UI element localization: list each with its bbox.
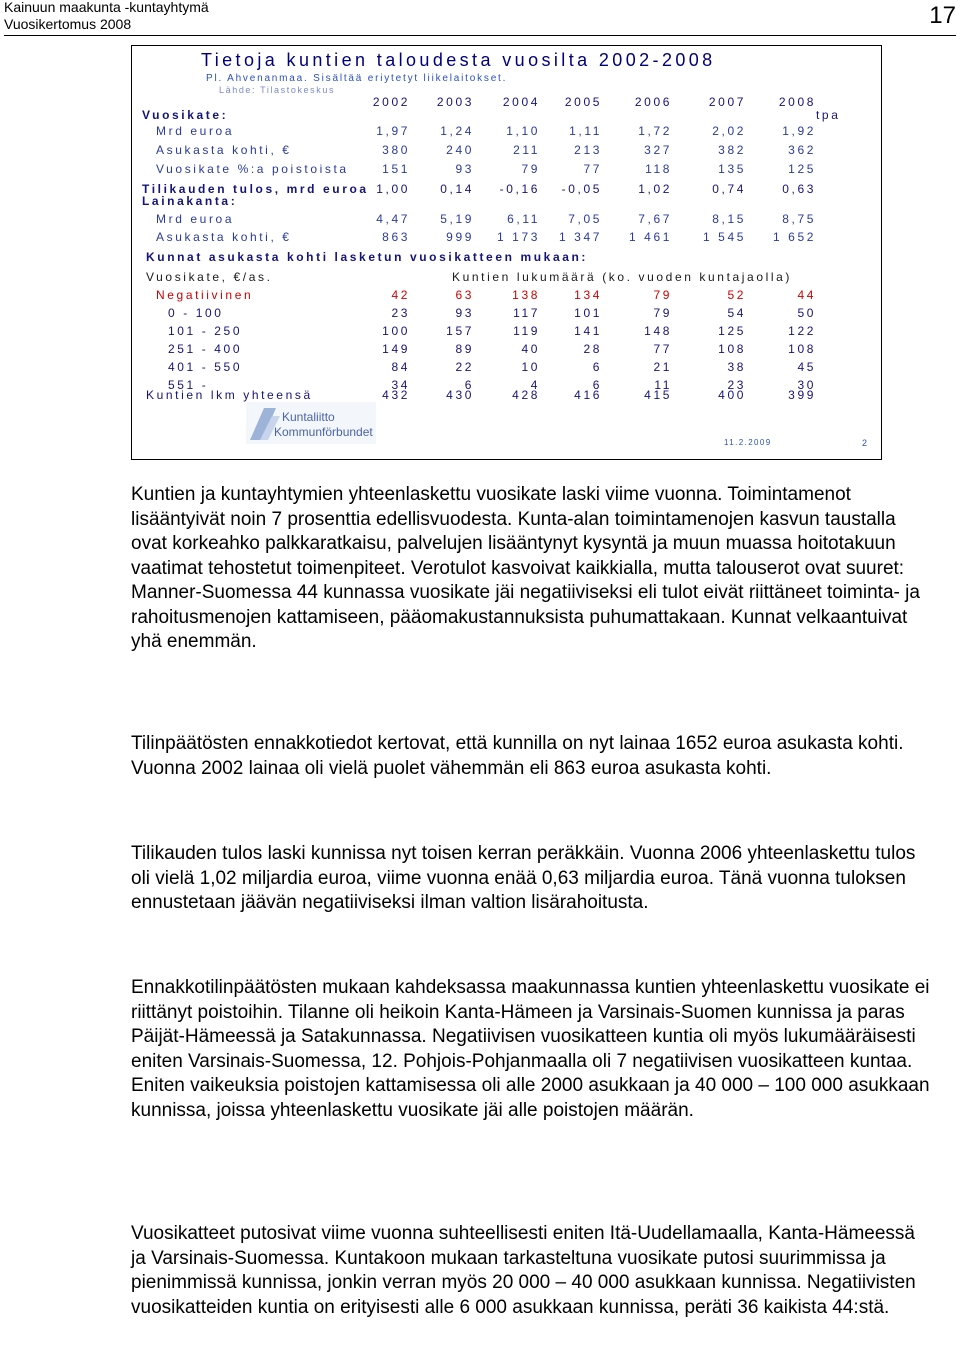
table-cell: 141: [574, 324, 602, 338]
statistics-slide: [131, 45, 882, 460]
paragraph-4: Ennakkotilinpäätösten mukaan kahdeksassa maakunnassa kuntien yhteenlaskettu vuosikate ei riittänyt poistoihin. Tilanne oli heikoin Kanta-Hämeen ja Varsinais-Suomen kunnissa ja paras Päijät-Hämeessä ja Satakunnassa. Negatiivisen vuosikatteen kuntia oli myös lukumääräisesti eniten Varsinais-Suomessa, 12. Pohjois-Pohjanmaalla oli 7 negatiivisen vuosikatteen kuntaa. Eniten vaikeuksia poistojen kattamisessa oli alle 2000 asukkaan ja 40 000 – 100 000 asukkaan kunnissa, joissa yhteenlaskettu vuosikate jäi alle poistojen määrän.: [131, 977, 930, 1121]
table-cell: 79: [653, 306, 672, 320]
header-org: Kainuun maakunta -kuntayhtymä: [4, 0, 209, 15]
table-cell: 38: [727, 360, 746, 374]
table-cell: 1,11: [569, 124, 602, 138]
table-cell: 22: [455, 360, 474, 374]
table-cell: 89: [455, 342, 474, 356]
table-cell: 400: [718, 388, 746, 402]
logo-text-1: Kuntaliitto: [282, 410, 335, 424]
row-range: [132, 342, 881, 360]
table-cell: 1,72: [638, 124, 672, 138]
slide-date: 11.2.2009: [724, 438, 772, 447]
table-cell: 432: [382, 388, 410, 402]
row-label: Negatiivinen: [156, 288, 254, 302]
table-cell: 428: [512, 388, 540, 402]
table-cell: 2002: [372, 95, 410, 109]
table-cell: 213: [574, 143, 602, 157]
table-cell: 101: [574, 306, 602, 320]
row-label: Asukasta kohti, €: [156, 230, 292, 244]
row-range: [132, 324, 881, 342]
table-cell: 118: [645, 162, 672, 176]
table-cell: 240: [446, 143, 474, 157]
table-cell: 79: [653, 288, 672, 302]
row-range: [132, 360, 881, 378]
table-cell: 108: [718, 342, 746, 356]
table-cell: 1 347: [558, 230, 602, 244]
row-label: Mrd euroa: [156, 212, 235, 226]
table-cell: 6,11: [507, 212, 540, 226]
table-cell: 6: [592, 360, 602, 374]
table-cell: -0,05: [561, 182, 602, 196]
paragraph-2: Tilinpäätösten ennakkotiedot kertovat, että kunnilla on nyt lainaa 1652 euroa asukasta kohti. Vuonna 2002 lainaa oli vielä puolet vähemmän eli 863 euroa asukasta kohti.: [131, 733, 904, 779]
table-cell: 2,02: [712, 124, 746, 138]
table-cell: 50: [797, 306, 816, 320]
row-label: Kuntien lkm yhteensä: [146, 388, 313, 402]
row-label: Tilikauden tulos, mrd euroa: [142, 182, 369, 196]
row-label: 251 - 400: [168, 342, 243, 356]
table-cell: 44: [797, 288, 816, 302]
table-cell: 399: [788, 388, 816, 402]
row-label: Kunnat asukasta kohti lasketun vuosikatteen mukaan:: [146, 250, 589, 264]
table-cell: 52: [727, 288, 746, 302]
table-cell: 1,24: [440, 124, 474, 138]
header-doc-title: Vuosikertomus 2008: [4, 16, 132, 32]
table-cell: 151: [382, 162, 410, 176]
table-cell: 999: [446, 230, 474, 244]
table-cell: 0,74: [712, 182, 746, 196]
row-asukasta-kohti: [132, 143, 881, 161]
table-cell: 5,19: [440, 212, 474, 226]
table-cell: 2003: [436, 95, 474, 109]
table-cell: 1,02: [638, 182, 672, 196]
table-cell: 4,47: [376, 212, 410, 226]
section-vuosikate: Vuosikate:: [142, 108, 229, 122]
table-cell: 8,75: [782, 212, 816, 226]
table-cell: 1 173: [496, 230, 540, 244]
table-cell: 34: [391, 378, 410, 392]
paragraph-3: Tilikauden tulos laski kunnissa nyt toisen kerran peräkkäin. Vuonna 2006 yhteenlaskettu tulos oli vielä 1,02 miljardia euroa, viime vuonna enää 0,63 miljardia euroa. Tänä vuonna tuloksen ennustetaan jäävän negatiiviseksi ilman valtion lisärahoitusta.: [131, 843, 916, 913]
kuntaliitto-logo: [246, 402, 376, 444]
table-cell: 4: [530, 378, 540, 392]
table-cell: 8,15: [712, 212, 746, 226]
row-mrd-euroa: [132, 124, 881, 142]
table-cell: 211: [513, 143, 540, 157]
table-cell: 28: [583, 342, 602, 356]
table-cell: 93: [455, 162, 474, 176]
table-cell: 430: [446, 388, 474, 402]
table-cell: 77: [653, 342, 672, 356]
table-cell: 2008: [778, 95, 816, 109]
table-cell: 119: [513, 324, 540, 338]
table-cell: 380: [382, 143, 410, 157]
table-cell: 1 545: [702, 230, 746, 244]
table-cell: 100: [382, 324, 410, 338]
logo-text-2: Kommunförbundet: [274, 425, 373, 439]
table-cell: 2007: [708, 95, 746, 109]
table-cell: 1 652: [772, 230, 816, 244]
table-cell: 40: [521, 342, 540, 356]
table-cell: 415: [644, 388, 672, 402]
table-cell: 93: [455, 306, 474, 320]
table-cell: 2005: [564, 95, 602, 109]
table-cell: 108: [788, 342, 816, 356]
paragraph-5: Vuosikatteet putosivat viime vuonna suhteellisesti eniten Itä-Uudellamaalla, Kanta-Hämeessä ja Varsinais-Suomessa. Kuntakoon mukaan tarkasteltuna vuosikate putosi suurimmissa ja pienimmissä kunnissa, jonkin verran myös 20 000 – 40 000 asukkaan kunnissa. Negatiivisten vuosikatteiden kuntia on erityisesti alle 6 000 asukkaan kunnissa, peräti 36 kaikista 44:stä.: [131, 1223, 916, 1318]
table-cell: 1,97: [376, 124, 410, 138]
table-cell: 21: [653, 360, 672, 374]
table-cell: 416: [574, 388, 602, 402]
table-cell: 125: [788, 162, 816, 176]
row-label: 0 - 100: [168, 306, 224, 320]
table-cell: 117: [513, 306, 540, 320]
table-cell: 125: [718, 324, 746, 338]
column-header-right: Kuntien lukumäärä (ko. vuoden kuntajaolla): [452, 270, 793, 284]
tpa-note: tpa: [816, 108, 841, 122]
table-cell: 23: [391, 306, 410, 320]
row-label: Lainakanta:: [142, 194, 238, 208]
table-cell: 6: [464, 378, 474, 392]
slide-number: 2: [862, 438, 868, 448]
section-lainakanta: [132, 194, 881, 212]
row-laina-mrd: [132, 212, 881, 230]
row-label: 551 -: [168, 378, 209, 392]
table-cell: 327: [644, 143, 672, 157]
row-negatiivinen: [132, 288, 881, 306]
table-cell: 1 461: [628, 230, 672, 244]
slide-subtitle: Pl. Ahvenanmaa. Sisältää eriytetyt liikelaitokset.: [206, 73, 508, 84]
table-cell: 382: [718, 143, 746, 157]
table-cell: 135: [718, 162, 746, 176]
table-cell: 7,05: [568, 212, 602, 226]
table-cell: 1,00: [376, 182, 410, 196]
table-cell: 0,63: [782, 182, 816, 196]
section-kunnat: [132, 250, 881, 268]
table-cell: 148: [644, 324, 672, 338]
table-cell: 54: [727, 306, 746, 320]
table-cell: 30: [797, 378, 816, 392]
table-cell: 42: [391, 288, 410, 302]
table-cell: 45: [797, 360, 816, 374]
table-cell: 84: [391, 360, 410, 374]
table-cell: 77: [583, 162, 602, 176]
row-label: Mrd euroa: [156, 124, 235, 138]
table-cell: 362: [788, 143, 816, 157]
table-cell: 0,14: [440, 182, 474, 196]
table-cell: 149: [382, 342, 410, 356]
table-cell: 1,92: [782, 124, 816, 138]
slide-source: Lähde: Tilastokeskus: [219, 85, 336, 95]
table-cell: 122: [788, 324, 816, 338]
table-cell: 79: [521, 162, 540, 176]
table-cell: 7,67: [638, 212, 672, 226]
table-cell: -0,16: [499, 182, 540, 196]
paragraph-1: Kuntien ja kuntayhtymien yhteenlaskettu vuosikate laski viime vuonna. Toimintamenot lisääntyivät noin 7 prosenttia edellisvuodesta. Kunta-alan toimintamenojen kasvun taustalla ovat korkeahko palkkaratkaisu, palvelujen lisääntynyt kysyntä ja muun muassa hoitotakuun vaatimat tehostetut toimenpiteet. Verotulot kasvoivat kaikkialla, mutta talouserot ovat suuret: Manner-Suomessa 44 kunnassa vuosikate jäi negatiiviseksi eli tulot eivät riittäneet toiminta- ja rahoitusmenojen kattamiseen, pääomakustannuksista puhumattakaan. Kunnat velkaantuivat yhä enemmän.: [131, 484, 920, 652]
table-cell: 63: [455, 288, 474, 302]
header-rule: [4, 35, 956, 36]
page-number: 17: [929, 2, 956, 29]
row-label: 101 - 250: [168, 324, 243, 338]
row-label: Asukasta kohti, €: [156, 143, 292, 157]
table-cell: 6: [592, 378, 602, 392]
row-label: Vuosikate %:a poistoista: [156, 162, 349, 176]
column-header-row: [132, 270, 881, 288]
table-cell: 23: [727, 378, 746, 392]
row-range: [132, 306, 881, 324]
table-cell: 863: [382, 230, 410, 244]
table-cell: 2004: [502, 95, 540, 109]
table-cell: 157: [446, 324, 474, 338]
years-row: [132, 95, 881, 122]
table-cell: 11: [654, 378, 672, 392]
table-cell: 134: [574, 288, 602, 302]
row-laina-asukasta: [132, 230, 881, 248]
table-cell: 2006: [634, 95, 672, 109]
row-total: [132, 388, 881, 406]
table-cell: 138: [512, 288, 540, 302]
table-cell: 10: [521, 360, 540, 374]
row-label: Vuosikate, €/as.: [146, 270, 273, 284]
slide-title: Tietoja kuntien taloudesta vuosilta 2002-2008: [201, 50, 716, 70]
table-cell: 1,10: [506, 124, 540, 138]
row-label: 401 - 550: [168, 360, 243, 374]
row-vuosikate-pct: [132, 162, 881, 180]
